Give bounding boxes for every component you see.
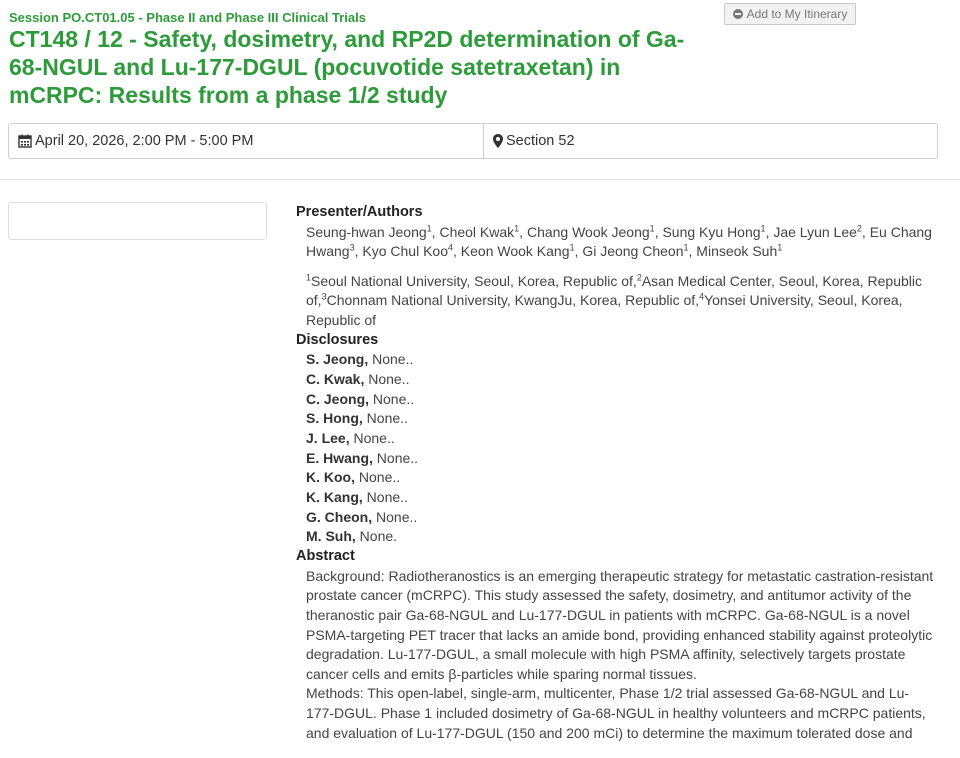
author-affiliation-number: 1 [514, 222, 520, 233]
disclosure-value: None.. [362, 489, 408, 506]
disclosure-value: None.. [362, 410, 408, 427]
disclosure-value: None.. [355, 469, 401, 486]
disclosure-name: J. Lee, [306, 429, 350, 446]
author-name: Gi Jeong Cheon [582, 243, 684, 260]
affiliation-number: 3 [321, 291, 327, 302]
disclosure-row [306, 508, 936, 528]
location-cell [484, 124, 575, 158]
disclosure-name: K. Koo, [306, 469, 355, 486]
disclosure-name: E. Hwang, [306, 449, 373, 466]
abstract-body [296, 567, 936, 743]
session-label[interactable]: Session PO.CT01.05 - Phase II and Phase III Clinical Trials [9, 10, 366, 25]
disclosure-name: C. Kwak, [306, 370, 365, 387]
abstract-content [296, 203, 936, 743]
disclosure-name: K. Kang, [306, 489, 363, 506]
disclosure-name: M. Suh, [306, 528, 356, 545]
author-affiliation-number: 1 [649, 222, 655, 233]
date-cell [9, 124, 484, 158]
disclosure-name: G. Cheon, [306, 508, 373, 525]
disclosure-row [306, 488, 936, 508]
location-text: Section 52 [506, 133, 575, 149]
affiliation-number: 2 [636, 272, 642, 283]
affiliation-text: Seoul National University, Seoul, Korea, Republic of, [311, 272, 637, 289]
disclosure-name: S. Hong, [306, 410, 363, 427]
disclosure-value: None.. [372, 449, 419, 466]
disclosure-row [306, 468, 936, 488]
disclosure-row [306, 390, 936, 410]
disclosure-name: S. Jeong, [306, 351, 369, 368]
disclosure-value: None.. [372, 508, 418, 525]
affiliation-number: 4 [699, 291, 705, 302]
minus-circle-icon [733, 9, 743, 19]
disclosure-row [306, 370, 936, 390]
presenter-heading: Presenter/Authors [296, 204, 423, 220]
author-affiliation-number: 2 [856, 222, 862, 233]
disclosure-name: C. Jeong, [306, 390, 370, 407]
disclosure-row [306, 429, 936, 449]
author-affiliation-number: 1 [569, 242, 575, 253]
disclosure-value: None. [355, 528, 398, 545]
affiliation-text: Asan Medical Center, Seoul, Korea, Republic of, [306, 272, 923, 309]
disclosure-row [306, 449, 936, 469]
affiliations-list [296, 272, 936, 331]
disclosure-row [306, 409, 936, 429]
author-affiliation-number: 1 [760, 222, 766, 233]
author-affiliation-number: 4 [448, 242, 454, 253]
author-name: Cheol Kwak [439, 223, 515, 240]
author-affiliation-number: 1 [426, 222, 432, 233]
add-to-itinerary-label: Add to My Itinerary [746, 7, 848, 21]
affiliation-text: Chonnam National University, KwangJu, Korea, Republic of, [326, 292, 700, 309]
author-name: Kyo Chul Koo [362, 243, 448, 260]
disclosure-value: None.. [369, 390, 415, 407]
author-affiliation-number: 1 [683, 242, 689, 253]
affiliation-text: Yonsei University, Seoul, Korea, Republic of [306, 292, 903, 328]
disclosure-value: None.. [368, 351, 414, 368]
disclosures-list [296, 350, 936, 547]
disclosure-row [306, 350, 936, 370]
author-affiliation-number: 3 [349, 242, 355, 253]
affiliation-number: 1 [306, 272, 312, 283]
add-to-itinerary-button[interactable] [724, 3, 856, 25]
disclosure-value: None.. [349, 429, 395, 446]
page-title: CT148 / 12 - Safety, dosimetry, and RP2D determination of Ga-68-NGUL and Lu-177-DGUL (pocuvotide satetraxetan) in mCRPC: Results from a phase 1/2 study [9, 26, 685, 108]
date-time-text: April 20, 2026, 2:00 PM - 5:00 PM [35, 133, 254, 149]
calendar-icon [18, 134, 32, 148]
sidebar-box [8, 202, 267, 240]
author-name: Keon Wook Kang [460, 243, 570, 260]
author-affiliation-number: 1 [777, 242, 783, 253]
author-name: Seung-hwan Jeong [306, 223, 427, 240]
author-name: Eu Chang Hwang [306, 223, 932, 260]
divider [0, 179, 960, 180]
session-info-bar [8, 123, 938, 159]
author-name: Chang Wook Jeong [526, 223, 650, 240]
disclosure-value: None.. [364, 370, 410, 387]
author-name: Jae Lyun Lee [773, 223, 857, 240]
authors-list: Seung-hwan Jeong$^1$, Cheol Kwak$^1$, Chang Wook Jeong$^1$, Sung Kyu Hong$^1$, Jae Lyun Lee$^2$, Eu Chang Hwang$^3$, Kyo Chul Koo$^4$, Keon Wook Kang$^1$, Gi Jeong Cheon$^1$, Minseok Suh$^1$ [306, 222, 932, 260]
author-name: Sung Kyu Hong [662, 223, 761, 240]
author-name: Minseok Suh [696, 243, 778, 260]
abstract-paragraph: Background: Radiotheranostics is an emerging therapeutic strategy for metastatic castration-resistant prostate cancer (mCRPC). This study assessed the safety, dosimetry, and antitumor activity of the theranostic pair Ga-68-NGUL and Lu-177-DGUL in patients with mCRPC. Ga-68-NGUL is a novel PSMA-targeting PET tracer that lacks an amide bond, providing enhanced stability against proteolytic degradation. Lu-177-DGUL, a small molecule with high PSMA affinity, selectively targets prostate cancer cells and emits β-particles while sparing normal tissues. [306, 567, 934, 682]
disclosure-row [306, 527, 936, 547]
abstract-paragraph: Methods: This open-label, single-arm, multicenter, Phase 1/2 trial assessed Ga-68-NGUL and Lu-177-DGUL. Phase 1 included dosimetry of Ga-68-NGUL in healthy volunteers and mCRPC patients, and evaluation of Lu-177-DGUL (150 and 200 mCi) to determine the maximum tolerated dose and [306, 685, 926, 741]
abstract-heading: Abstract [296, 548, 355, 565]
disclosures-heading: Disclosures [296, 331, 379, 348]
map-marker-icon [493, 134, 503, 148]
